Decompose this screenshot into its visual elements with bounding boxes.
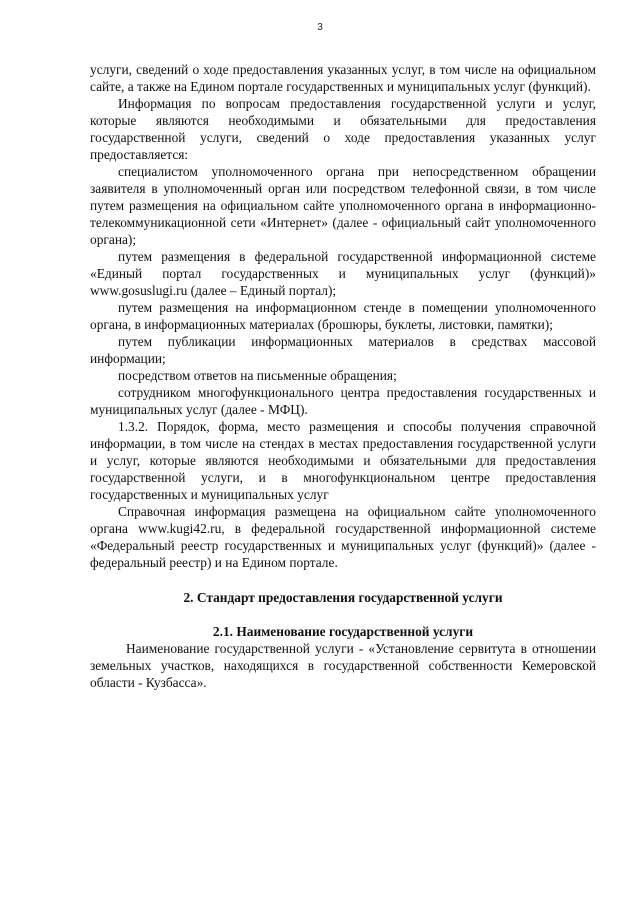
paragraph-reference-info: Справочная информация размещена на официальном сайте уполномоченного органа www.kugi42.ru, в федеральной государственной информационной системе «Федеральный реестр государственных и муниципальных услуг (функций)» (далее - федеральный реестр) и на Едином портале. (90, 504, 596, 570)
paragraph-service-name: Наименование государственной услуги - «Установление сервитута в отношении земельных участков, находящихся в государственной собственности Кемеровской области - Кузбасса». (90, 641, 596, 690)
section-2-heading: 2. Стандарт предоставления государственной услуги (183, 590, 503, 605)
paragraph-by-mass-media: путем публикации информационных материалов в средствах массовой информации; (90, 334, 596, 366)
paragraph-1-3-2: 1.3.2. Порядок, форма, место размещения и способы получения справочной информации, в том числе на стендах в местах предоставления государственной услуги и услуг, которые являются необходимыми и обязательными для предоставления государственной услуги, и в многофункциональном центре предоставления государственных и муниципальных услуг (90, 419, 596, 502)
paragraph-by-specialist: специалистом уполномоченного органа при непосредственном обращении заявителя в уполномоченный орган или посредством телефонной связи, в том числе путем размещения на официальном сайте уполномоченного органа в информационно-телекоммуникационной сети «Интернет» (далее - официальный сайт уполномоченного органа); (90, 164, 596, 247)
paragraph-continuation: услуги, сведений о ходе предоставления указанных услуг, в том числе на официальном сайте, а также на Едином портале государственных и муниципальных услуг (функций). (90, 62, 596, 94)
paragraph-by-written-replies: посредством ответов на письменные обращения; (118, 368, 397, 383)
paragraph-by-info-stand: путем размещения на информационном стенде в помещении уполномоченного органа, в информационных материалах (брошюры, буклеты, листовки, памятки); (90, 300, 596, 332)
page-number: 3 (317, 22, 323, 33)
paragraph-by-mfc-employee: сотрудником многофункционального центра предоставления государственных и муниципальных услуг (далее - МФЦ). (90, 385, 596, 417)
document-body (90, 61, 596, 691)
paragraph-by-unified-portal: путем размещения в федеральной государственной информационной системе «Единый портал государственных и муниципальных услуг (функций)» www.gosuslugi.ru (далее – Единый портал); (90, 249, 596, 298)
subsection-2-1-heading: 2.1. Наименование государственной услуги (212, 624, 474, 639)
paragraph-information-provision: Информация по вопросам предоставления государственной услуги и услуг, которые являются необходимыми и обязательными для предоставления государственной услуги, сведений о ходе предоставления указанных услуг предоставляется: (90, 96, 596, 162)
